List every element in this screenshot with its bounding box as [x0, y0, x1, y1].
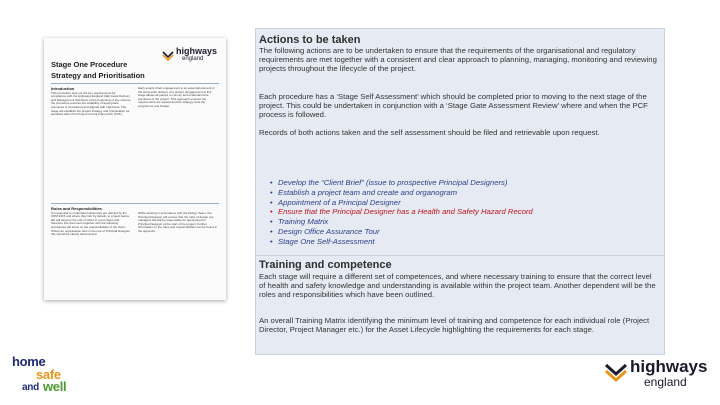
document-thumbnail[interactable] — [44, 38, 226, 300]
training-title: Training and competence — [259, 259, 392, 271]
doc-roles-left — [51, 207, 131, 295]
action-item-principal-designer[interactable]: • Appointment of a Principal Designer — [270, 198, 533, 208]
doc-highways-logo — [154, 46, 216, 70]
actions-para-3: Records of both actions taken and the self assessment should be filed and retrievable upon request. — [259, 128, 600, 137]
training-panel — [255, 255, 665, 355]
home-safe-and-well-logo — [12, 355, 102, 399]
he-logo-word2: england — [644, 375, 687, 389]
actions-para-2: Each procedure has a ‘Stage Self Assessment’ which should be completed prior to moving to the next stage of the project. This could be undertaken in conjunction with a ‘Stage Gate Assessment Review’ where and when the PCF process is followed. — [259, 92, 648, 119]
action-item-hazard-record[interactable]: • Ensure that the Principal Designer has a Health and Safety Hazard Record — [270, 207, 533, 217]
doc-divider — [51, 203, 219, 204]
doc-intro-right — [138, 87, 218, 197]
doc-roles-left-text: It is essential to understand what roles are defined by the CDM 2015 and where they fall, by default, to project teams. HE will assume the role of Client in most cases and therefore this document together with the following procedures will focus on the responsibilities of the client. Where an organisation acts in the role of Principal Designer this should be clearly documented. — [51, 210, 131, 237]
doc-roles-heading: Roles and Responsibilities — [51, 207, 102, 211]
actions-title: Actions to be taken — [259, 34, 361, 46]
he-logo-word1: highways — [630, 357, 708, 376]
doc-logo-word1: highways — [176, 46, 218, 56]
hsw-word-and: and — [22, 382, 39, 393]
action-item-assurance-tour[interactable]: • Design Office Assurance Tour — [270, 227, 533, 237]
highways-chevron-icon — [604, 359, 628, 383]
action-item-self-assessment[interactable]: • Stage One Self-Assessment — [270, 237, 533, 247]
actions-list — [270, 178, 533, 247]
doc-logo-word2: england — [182, 56, 204, 62]
doc-intro-right-text: Early supply chain engagement is an essential element in the successful delivery of a project. Engagement at this stage allows all parties to convey and understand the intentions of the project. This approach ensures the requirements are agreed and the strategy suits the programme and budget. — [138, 87, 215, 108]
hsw-word-well: well — [43, 379, 67, 394]
doc-intro-left-text: This procedure sets out the key requirements for compliance with the Highways England (HE) Asset Delivery and Management Standard. At the beginning of any scheme the procedure ensures the suitability of appropriate resources is considered and aligned with objectives. The stage will establish the project strategy and prioritisation as identified within the Project Control Framework (PCF). — [51, 90, 131, 117]
doc-title: Stage One Procedure — [51, 60, 128, 69]
doc-roles-right — [138, 212, 218, 295]
doc-divider — [51, 83, 219, 84]
training-para-2: An overall Training Matrix identifying the minimum level of training and competence for each individual role (Project Director, Project Manager etc.) for the Asset Lifecycle highlighting the requirements for each stage. — [259, 316, 650, 334]
doc-roles-right-text: While working in accordance with the Design Team, the Principal Designer will ensure that the risks of design are managed. HE will be responsible for appointing the Principal Designer at the start of the project. Further information on the roles and responsibilities can be found in the appendix. — [138, 212, 218, 233]
highways-chevron-icon — [162, 49, 174, 61]
actions-panel — [255, 28, 665, 284]
doc-intro-left — [51, 87, 131, 197]
actions-para-1: The following actions are to be undertaken to ensure that the requirements of the organisational and regulatory requirements are met together with a consistent and clear approach to planning, managing, monitoring and reviewing projects throughout the lifecycle of the project. — [259, 46, 657, 73]
action-item-training-matrix[interactable]: • Training Matrix — [270, 217, 533, 227]
content-area — [255, 28, 665, 334]
hsw-word-safe: safe — [36, 367, 61, 382]
highways-england-logo — [604, 357, 710, 393]
doc-subtitle: Strategy and Prioritisation — [51, 71, 145, 80]
doc-intro-heading: Introduction — [51, 87, 75, 91]
action-item-project-team[interactable]: • Establish a project team and create and organogram — [270, 188, 533, 198]
action-item-client-brief[interactable]: • Develop the “Client Brief” (issue to prospective Principal Designers) — [270, 178, 533, 188]
hsw-word-home: home — [12, 354, 46, 369]
training-para-1: Each stage will require a different set of competences, and where necessary training to ensure that the correct level of health and safety knowledge and understanding is available within the project team. Another dependent will be the roles and responsibilities which have been outlined. — [259, 272, 656, 299]
